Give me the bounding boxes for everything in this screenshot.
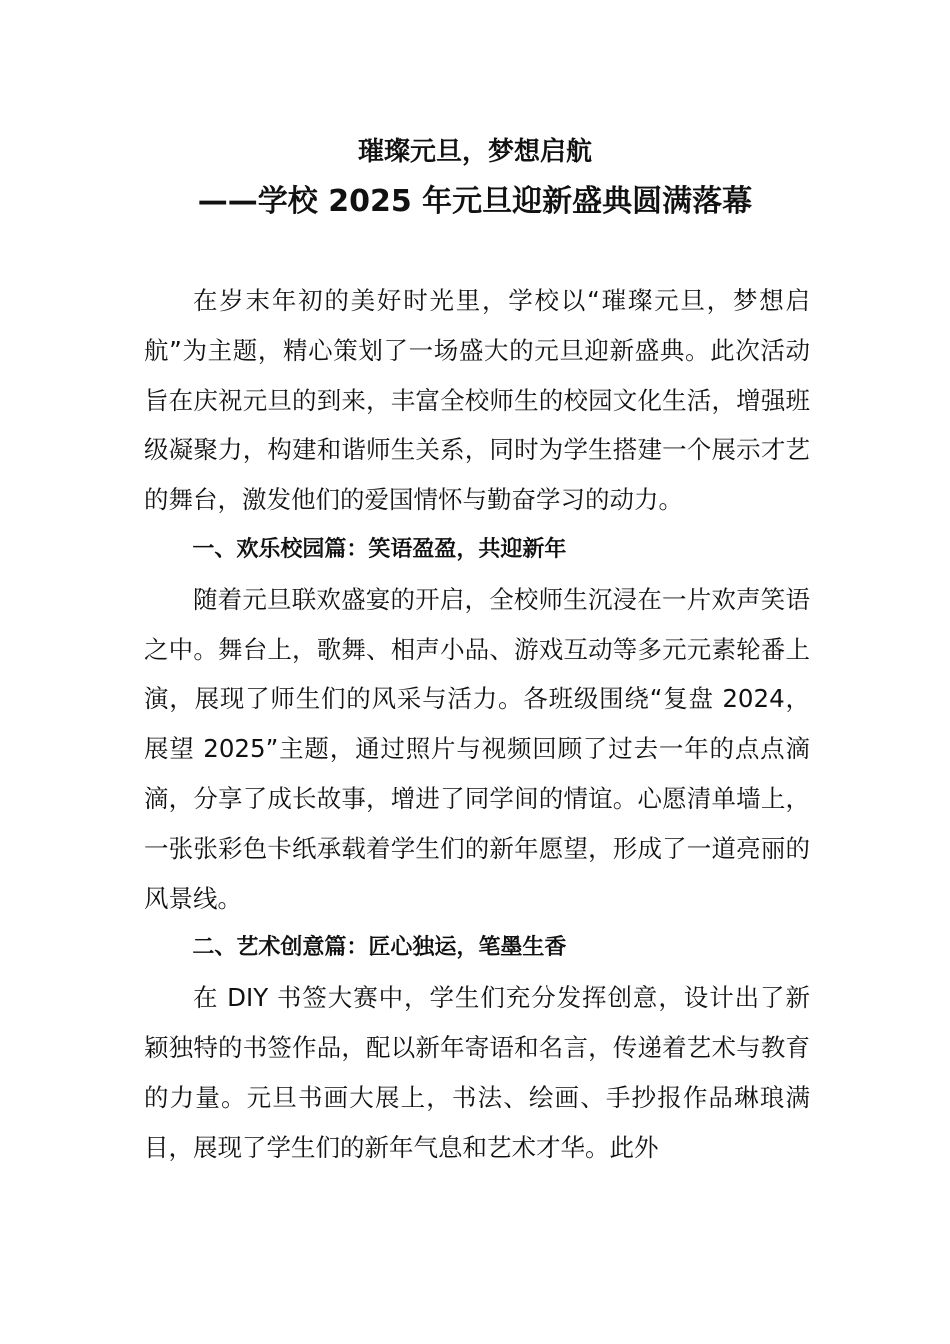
section-heading-2: 二、艺术创意篇：匠心独运，笔墨生香 [192,935,567,961]
section-paragraph-2: 在 DIY 书签大赛中，学生们充分发挥创意，设计出了新颖独特的书签作品，配以新年寄语和名言，传递着艺术与教育的力量。元旦书画大展上，书法、绘画、手抄报作品琳琅满目，展现了学生们的新年气息和艺术才华。此外 [144,983,810,1162]
document-title: 璀璨元旦，梦想启航 [357,137,592,167]
document-body [144,276,810,1172]
intro-paragraph: 在岁末年初的美好时光里，学校以“璀璨元旦，梦想启航”为主题，精心策划了一场盛大的元旦迎新盛典。此次活动旨在庆祝元旦的到来，丰富全校师生的校园文化生活，增强班级凝聚力，构建和谐师生关系，同时为学生搭建一个展示才艺的舞台，激发他们的爱国情怀与勤奋学习的动力。 [144,286,810,515]
section-heading-1: 一、欢乐校园篇：笑语盈盈，共迎新年 [192,536,567,562]
section-paragraph-1: 随着元旦联欢盛宴的开启，全校师生沉浸在一片欢声笑语之中。舞台上，歌舞、相声小品、游戏互动等多元元素轮番上演，展现了师生们的风采与活力。各班级围绕“复盘 2024，展望 2025”主题，通过照片与视频回顾了过去一年的点点滴滴，分享了成长故事，增进了同学间的情谊。心愿清单墙上，一张张彩色卡纸承载着学生们的新年愿望，形成了一道亮丽的风景线。 [144,584,810,913]
document-subtitle: ——学校 2025 年元旦迎新盛典圆满落幕 [197,184,753,219]
